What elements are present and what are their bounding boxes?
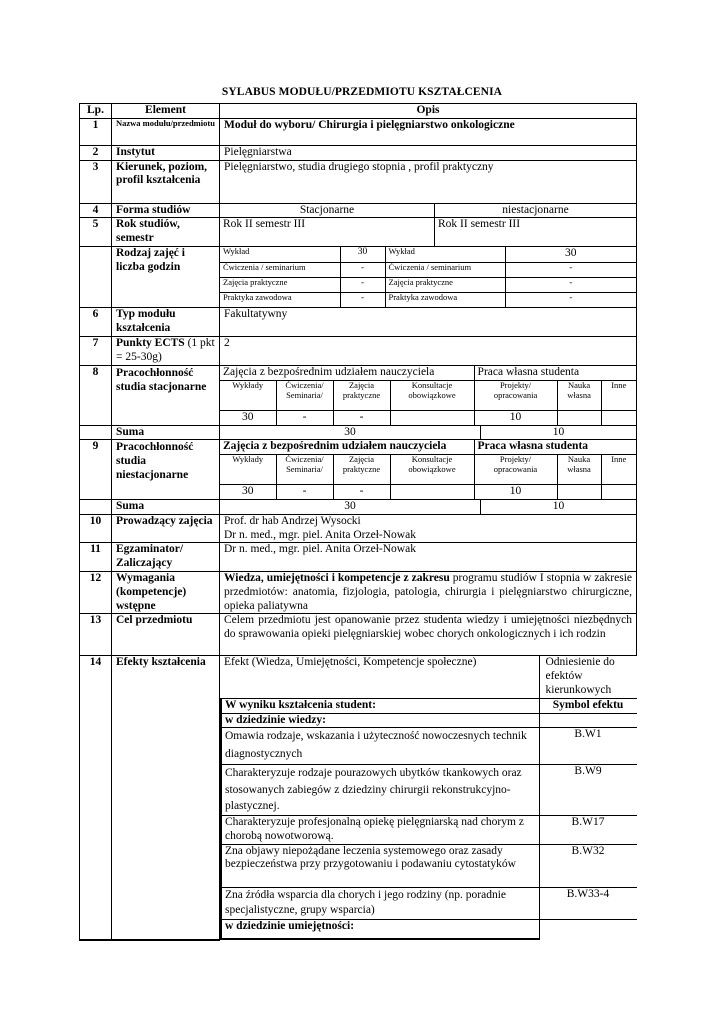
hours-type: Zajęcia praktyczne [220, 277, 340, 292]
row-number: 2 [80, 145, 112, 160]
col-head: Zajęcia praktyczne [333, 380, 390, 410]
header-lp: Lp. [80, 104, 112, 119]
row-number: 13 [80, 614, 112, 656]
col-value [601, 485, 636, 499]
header-opis: Opis [220, 104, 637, 119]
row-label: Rok studiów, semestr [112, 218, 220, 247]
col-value: - [276, 410, 333, 424]
col-value: 10 [474, 485, 557, 499]
sum-label: Suma [112, 425, 220, 440]
requirements-bold: Wiedza, umiejętności i kompetencje z zakresu [224, 571, 450, 584]
col-head: Nauka własna [557, 455, 601, 485]
effects-table [220, 656, 637, 940]
hours-stationary: - [340, 292, 385, 307]
col-value: - [333, 410, 390, 424]
examiner-value: Dr n. med., mgr. piel. Anita Orzeł-Nowak [220, 543, 637, 572]
row-label: Forma studiów [112, 203, 220, 218]
row-number: 1 [80, 118, 112, 145]
year-nonstationary: Rok II semestr III [438, 218, 521, 231]
row-number: 11 [80, 543, 112, 572]
effect-text: Charakteryzuje profesjonalną opiekę pielęgniarską nad chorym z chorobą nowotworową. [221, 816, 539, 845]
direct-hours-heading: Zajęcia z bezpośrednim udziałem nauczyciela [220, 366, 474, 380]
hours-stationary: - [340, 277, 385, 292]
hours-type: Wykład [220, 247, 340, 262]
row-label: Nazwa modułu/przedmiotu [112, 118, 220, 145]
col-head: Ćwiczenia/ Seminaria/ [276, 380, 333, 410]
col-value [390, 485, 474, 499]
row-number: 3 [80, 160, 112, 203]
row-number: 5 [80, 218, 112, 247]
row-number: 12 [80, 571, 112, 613]
form-nonstationary: niestacjonarne [502, 203, 569, 216]
col-value: 10 [474, 410, 557, 424]
year-stationary: Rok II semestr III [220, 218, 435, 246]
effect-text: Omawia rodzaje, wskazania i użyteczność nowoczesnych technik diagnostycznych [221, 728, 539, 765]
effect-text: Zna objawy niepożądane leczenia systemowego oraz zasady bezpieczeństwa przy przygotowaniu i podawaniu cytostatyków [221, 844, 539, 887]
row-number: 4 [80, 203, 112, 218]
row-number: 10 [80, 514, 112, 543]
effect-text: Charakteryzuje rodzaje pourazowych ubytków tkankowych oraz stosowanych zabiegów z dziedziny chirurgii rekonstrukcyjno-plastycznej. [221, 765, 539, 816]
form-stationary: Stacjonarne [220, 204, 435, 218]
module-type-value: Fakultatywny [220, 308, 637, 337]
hours-nonstationary: - [505, 277, 636, 292]
category-skills: w dziedzinie umiejętności: [221, 919, 539, 939]
col-value: 30 [220, 410, 276, 424]
row-label: Cel przedmiotu [112, 614, 220, 656]
requirements-text: programu studiów I stopnia w zakresie przedmiotów: anatomia, fizjologia, patologia, chirurgia i pielęgniarstwo chirurgiczne, opieka paliatywna [224, 571, 632, 612]
ects-value: 2 [220, 337, 637, 366]
effects-head-left: Efekt (Wiedza, Umiejętności, Kompetencje społeczne) [221, 656, 539, 698]
col-head: Wykłady [220, 380, 276, 410]
goal-value: Celem przedmiotu jest opanowanie przez studenta wiedzy i umiejętności niezbędnych do sprawowania opieki pielęgniarskiej wobec chorych onkologicznych i ich rodzin [220, 614, 637, 656]
category-knowledge: w dziedzinie wiedzy: [221, 713, 539, 728]
self-study-heading: Praca własna studenta [474, 366, 636, 380]
page-title: SYLABUS MODUŁU/PRZEDMIOTU KSZTAŁCENIA [221, 86, 503, 98]
col-head: Projekty/ opracowania [474, 380, 557, 410]
effects-subhead-right: Symbol efektu [539, 698, 637, 713]
sum-direct: 30 [220, 426, 481, 440]
hours-type: Ćwiczenia / seminarium [385, 262, 505, 277]
row-label: Prowadzący zajęcia [112, 514, 220, 543]
self-study-heading: Praca własna studenta [474, 440, 636, 454]
module-name: Moduł do wyboru/ Chirurgia i pielęgniarstwo onkologiczne [220, 118, 637, 145]
lecturers-value [220, 514, 637, 543]
hours-table [220, 247, 636, 307]
effect-symbol: B.W33-4 [539, 887, 637, 919]
row-label: Efekty kształcenia [112, 656, 220, 940]
header-element: Element [112, 104, 220, 119]
row-number: 7 [80, 337, 112, 366]
col-value [557, 485, 601, 499]
hours-nonstationary: - [505, 262, 636, 277]
program-value: Pielęgniarstwo, studia drugiego stopnia , profil praktyczny [220, 160, 637, 203]
row-label: Egzaminator/ Zaliczający [112, 543, 220, 572]
effect-symbol: B.W17 [539, 816, 637, 845]
col-head: Konsultacje obowiązkowe [390, 455, 474, 485]
col-head: Projekty/ opracowania [474, 455, 557, 485]
row-label: Rodzaj zajęć i liczba godzin [112, 247, 220, 308]
effect-symbol: B.W9 [539, 765, 637, 816]
sum-self: 10 [552, 499, 565, 512]
hours-nonstationary: 30 [505, 247, 636, 262]
row-number: 9 [80, 440, 112, 500]
effect-text: Zna źródła wsparcia dla chorych i jego rodziny (np. poradnie specjalistyczne, grupy wsparcia) [221, 887, 539, 919]
row-label: Kierunek, poziom, profil kształcenia [112, 160, 220, 203]
row-label: Wymagania (kompetencje) wstępne [112, 571, 220, 613]
col-value [390, 410, 474, 424]
effect-symbol: B.W1 [539, 728, 637, 765]
hours-type: Praktyka zawodowa [220, 292, 340, 307]
col-value: 30 [220, 485, 276, 499]
workload-stationary-table [220, 366, 636, 425]
hours-type: Ćwiczenia / seminarium [220, 262, 340, 277]
col-head: Konsultacje obowiązkowe [390, 380, 474, 410]
row-number: 8 [80, 365, 112, 425]
row-number: 14 [80, 656, 112, 940]
hours-type: Praktyka zawodowa [385, 292, 505, 307]
workload-nonstationary-table [220, 440, 636, 499]
col-value [557, 410, 601, 424]
col-head: Ćwiczenia/ Seminaria/ [276, 455, 333, 485]
row-label: Pracochłonność studia niestacjonarne [112, 440, 220, 500]
ects-note: (1 pkt = 25-30g) [116, 337, 215, 364]
row-label: Pracochłonność studia stacjonarne [112, 365, 220, 425]
col-value [601, 410, 636, 424]
lecturer-2: Dr n. med., mgr. piel. Anita Orzeł-Nowak [224, 528, 416, 541]
institute-value: Pielęgniarstwa [220, 145, 637, 160]
effect-symbol: B.W32 [539, 844, 637, 887]
col-head: Inne [601, 455, 636, 485]
row-label: Typ modułu kształcenia [112, 308, 220, 337]
row-label: Instytut [112, 145, 220, 160]
sum-label: Suma [112, 499, 220, 514]
col-value: - [333, 485, 390, 499]
syllabus-table-wrapper [79, 103, 637, 941]
hours-stationary: 30 [340, 247, 385, 262]
col-head: Nauka własna [557, 380, 601, 410]
direct-hours-heading: Zajęcia z bezpośrednim udziałem nauczyciela [220, 440, 474, 454]
sum-direct: 30 [220, 500, 481, 514]
col-head: Wykłady [220, 455, 276, 485]
lecturer-1: Prof. dr hab Andrzej Wysocki [224, 514, 361, 527]
requirements-value [220, 571, 637, 613]
hours-type: Zajęcia praktyczne [385, 277, 505, 292]
ects-label: Punkty ECTS [116, 337, 185, 350]
effects-head-right: Odniesienie do efektów kierunkowych [539, 656, 637, 698]
col-head: Inne [601, 380, 636, 410]
hours-stationary: - [340, 262, 385, 277]
row-number: 6 [80, 308, 112, 337]
sum-self: 10 [552, 425, 565, 438]
col-head: Zajęcia praktyczne [333, 455, 390, 485]
hours-type: Wykład [385, 247, 505, 262]
hours-nonstationary: - [505, 292, 636, 307]
syllabus-table [79, 103, 637, 941]
effects-subhead-left: W wyniku kształcenia student: [221, 698, 539, 713]
col-value: - [276, 485, 333, 499]
row-label [112, 337, 220, 366]
